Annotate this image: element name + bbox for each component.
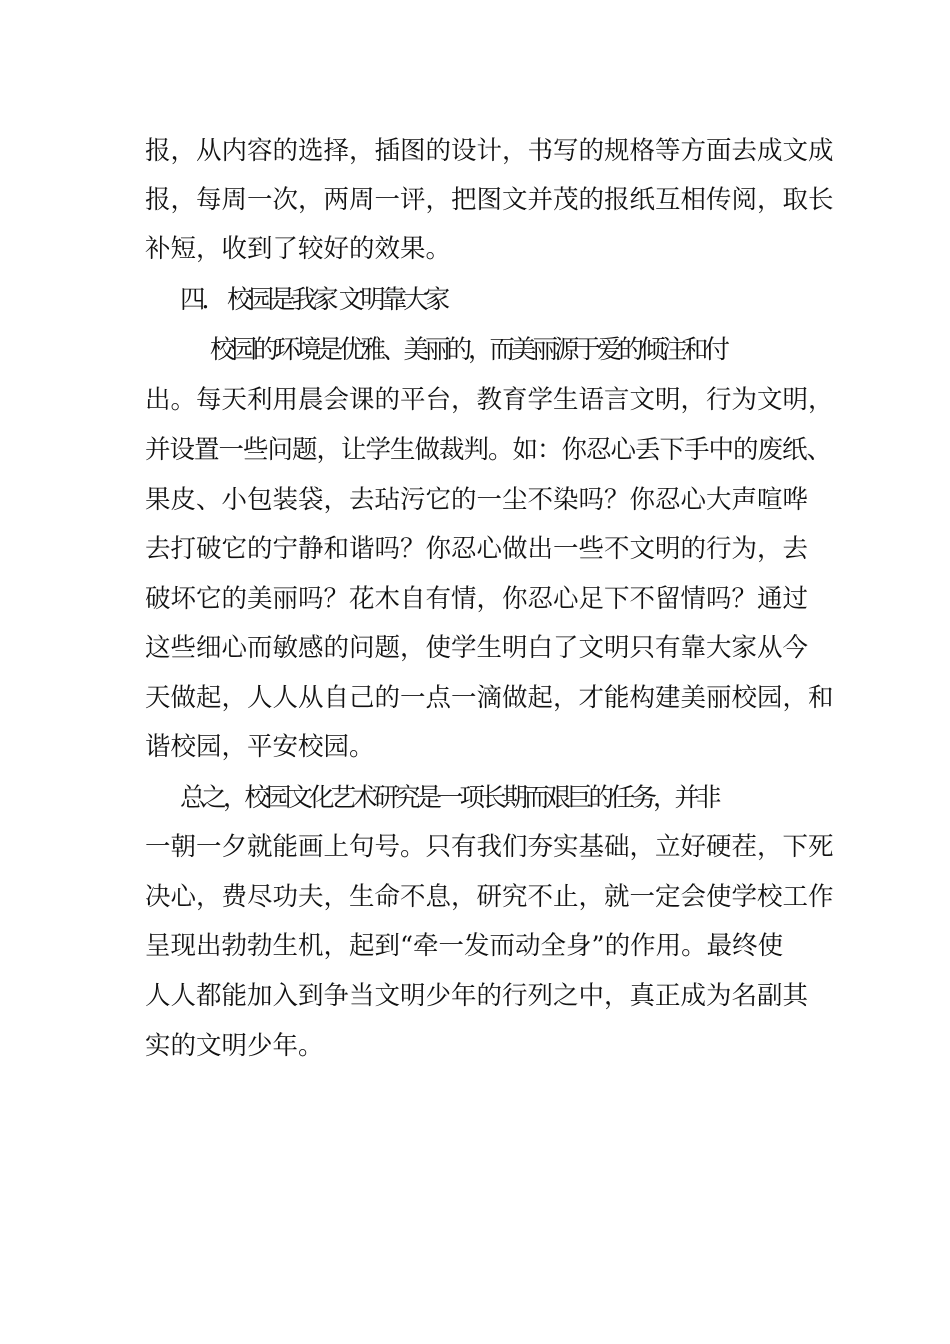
paragraph-line: 天做起，人人从自己的一点一滴做起，才能构建美丽校园，和 [145, 683, 834, 713]
paragraph-line: 谐校园，平安校园。 [145, 732, 375, 762]
paragraph-line: 实的文明少年。 [145, 1031, 324, 1061]
paragraph-line: 报，从内容的选择，插图的设计，书写的规格等方面去成文成 [145, 136, 834, 166]
paragraph-line: 校园的环境是优雅、美丽的，而美丽源于爱的倾注和付 [210, 335, 727, 365]
paragraph-line: 出。每天利用晨会课的平台，教育学生语言文明，行为文明， [145, 385, 834, 415]
section-heading: 四． 校园是我家 文明靠大家 [180, 285, 447, 315]
paragraph-line: 去打破它的宁静和谐吗？你忍心做出一些不文明的行为，去 [145, 534, 809, 564]
paragraph-line: 并设置一些问题，让学生做裁判。如：你忍心丢下手中的废纸、 [145, 435, 832, 465]
paragraph-line: 总之，校园文化艺术研究是一项长期而艰巨的任务，并非 [180, 783, 718, 813]
paragraph-line: 报，每周一次，两周一评，把图文并茂的报纸互相传阅，取长 [145, 185, 834, 215]
paragraph-line: 这些细心而敏感的问题，使学生明白了文明只有靠大家从今 [145, 633, 809, 663]
paragraph-line: 破坏它的美丽吗？花木自有情，你忍心足下不留情吗？通过 [145, 584, 809, 614]
paragraph-line: 决心，费尽功夫，生命不息，研究不止，就一定会使学校工作 [145, 882, 834, 912]
paragraph-line: 果皮、小包装袋，去玷污它的一尘不染吗？你忍心大声喧哗 [145, 485, 809, 515]
paragraph-line: 一朝一夕就能画上句号。只有我们夯实基础，立好硬茬，下死 [145, 832, 834, 862]
paragraph-line: 呈现出勃勃生机，起到“牵一发而动全身”的作用。最终使 [145, 931, 784, 961]
paragraph-line: 补短，收到了较好的效果。 [145, 234, 452, 264]
paragraph-line: 人人都能加入到争当文明少年的行列之中，真正成为名副其 [145, 981, 809, 1011]
